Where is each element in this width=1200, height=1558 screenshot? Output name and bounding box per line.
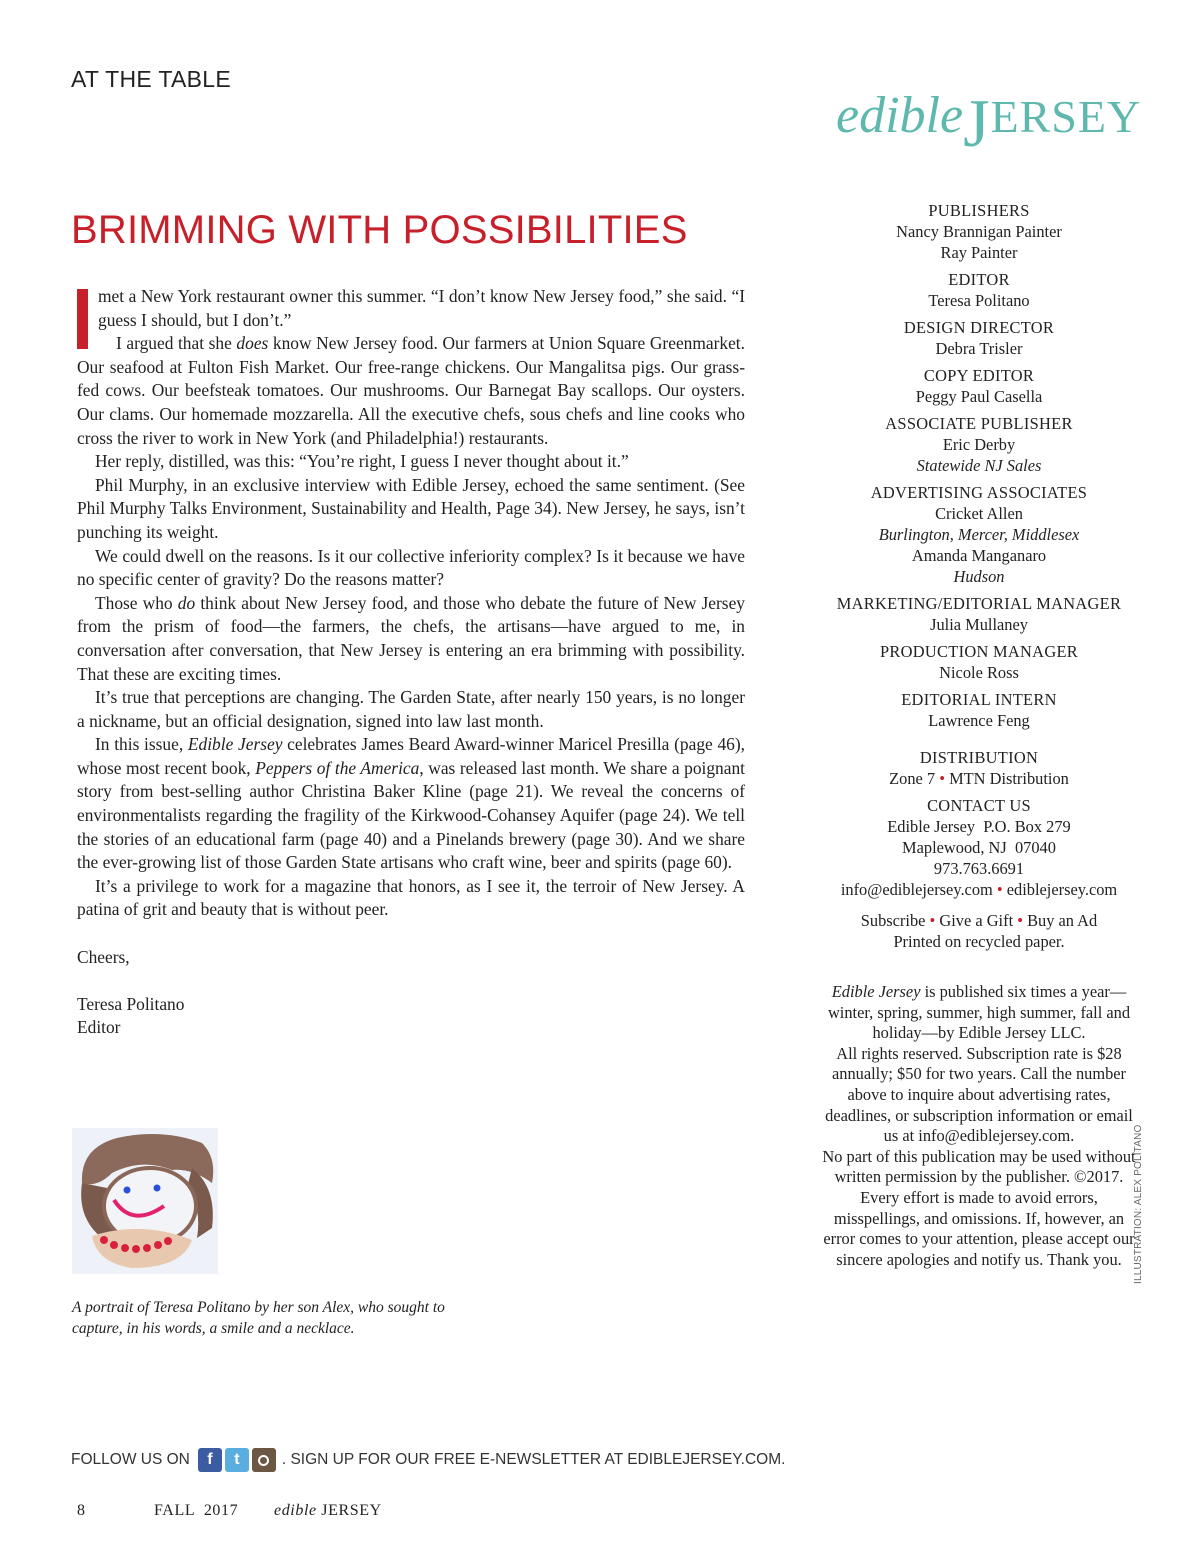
staff-name: Peggy Paul Casella xyxy=(915,387,1043,406)
buy-ad-link[interactable]: Buy an Ad xyxy=(1027,911,1098,930)
portrait-illustration xyxy=(72,1128,218,1274)
footer-brand: edible xyxy=(274,1502,317,1519)
staff-role: COPY EDITOR xyxy=(923,366,1035,385)
staff-name: Julia Mullaney xyxy=(930,615,1028,634)
staff-note: Hudson xyxy=(953,567,1005,586)
staff-role: PUBLISHERS xyxy=(928,201,1030,220)
signature-name: Teresa Politano xyxy=(77,993,185,1014)
staff-role: ADVERTISING ASSOCIATES xyxy=(870,483,1088,502)
staff-role: ASSOCIATE PUBLISHER xyxy=(885,414,1073,433)
staff-name: Amanda Manganaro xyxy=(911,546,1047,565)
email-link[interactable]: info@ediblejersey.com xyxy=(840,880,993,899)
paragraph: I argued that she does know New Jersey food. Our farmers at Union Square Greenmarket. Our seafood at Fulton Fish Market. Our free-range chickens. Our Mangalitsa pigs. Our grass-fed cows. Our beefsteak tomatoes. Our mushrooms. Our Barnegat Bay scallops. Our oysters. Our clams. Our homemade mozzarella. All the executive chefs, sous chefs and line cooks who cross the river to work in New York (and Philadelphia!) restaurants. xyxy=(77,333,745,448)
paragraph: It’s a privilege to work for a magazine that honors, as I see it, the terroir of New Jersey. A patina of grit and beauty that is without peer. xyxy=(77,875,745,920)
subscribe-link[interactable]: Subscribe xyxy=(860,911,926,930)
masthead-logo: edibleJERSEY xyxy=(836,85,1142,161)
staff-name: Ray Painter xyxy=(940,243,1018,262)
page-footer: 8 FALL 2017 edible JERSEY xyxy=(77,1502,382,1519)
staff-role: DESIGN DIRECTOR xyxy=(903,318,1055,337)
image-caption: A portrait of Teresa Politano by her son Alex, who sought to capture, in his words, a smile and a necklace. xyxy=(72,1299,445,1337)
page-number: 8 xyxy=(77,1502,86,1519)
paragraph: met a New York restaurant owner this summer. “I don’t know New Jersey food,” she said. “I guess I should, but I don’t.” xyxy=(77,285,745,332)
staff-role: DISTRIBUTION xyxy=(919,748,1039,767)
staff-name: Lawrence Feng xyxy=(928,711,1030,730)
twitter-icon[interactable]: t xyxy=(225,1448,249,1472)
illustration-credit: ILLUSTRATION: ALEX POLITANO xyxy=(1133,1124,1144,1284)
newsletter-signup: . SIGN UP FOR OUR FREE E-NEWSLETTER AT EDIBLEJERSEY.COM. xyxy=(281,1451,786,1468)
publication-notice: Edible Jersey is published six times a year—winter, spring, summer, high summer, fall and holiday—by Edible Jersey LLC. All rights reserved. Subscription rate is $28 annually; $50 for two years. Call the number above to inquire about advertising rates, deadlines, or subscription information or email us at info@ediblejersey.com. No part of this publication may be used without written permission by the publisher. ©2017. Every effort is made to avoid errors, misspellings, and omissions. If, however, an error comes to your attention, please accept our sincere apologies and notify us. Thank you. xyxy=(822,982,1136,1269)
staff-note: Burlington, Mercer, Middlesex xyxy=(878,525,1080,544)
action-links: Subscribe • Give a Gift • Buy an Ad xyxy=(860,911,1098,930)
staff-name: Eric Derby xyxy=(942,435,1016,454)
staff-name: Nicole Ross xyxy=(939,663,1019,682)
paragraph: In this issue, Edible Jersey celebrates James Beard Award-winner Maricel Presilla (page 46), whose most recent book, Peppers of the America, was released last month. We share a poignant story from best-selling author Christina Baker Kline (page 21). We reveal the concerns of environmentalists regarding the fragility of the Kirkwood-Cohansey Aquifer (page 24). We tell the stories of an educational farm (page 40) and a Pinelands brewery (page 30). And we share the ever-growing list of those Garden State artisans who craft wine, beer and spirits (page 60). xyxy=(77,734,745,873)
signature-title: Editor xyxy=(77,1017,121,1038)
facebook-icon[interactable]: f xyxy=(198,1448,222,1472)
staff-role: CONTACT US xyxy=(927,796,1031,815)
paragraph: Those who do think about New Jersey food, and those who debate the future of New Jersey from the prism of food—the farmers, the chefs, the artisans—have argued to me, in conversation after conversation, that New Jersey is entering an era brimming with possibility. That these are exciting times. xyxy=(77,592,745,684)
issue-date: FALL 2017 xyxy=(154,1502,239,1519)
contact-phone: 973.763.6691 xyxy=(933,859,1025,878)
recycled-note: Printed on recycled paper. xyxy=(893,932,1065,951)
staff-name: Teresa Politano xyxy=(928,291,1030,310)
paragraph: Phil Murphy, in an exclusive interview with Edible Jersey, echoed the same sentiment. (See Phil Murphy Talks Environment, Sustainability and Health, Page 34). New Jersey, he says, isn’t punching its weight. xyxy=(77,474,745,542)
article-body xyxy=(77,285,745,1040)
instagram-icon[interactable] xyxy=(252,1448,276,1472)
contact-links: info@ediblejersey.com • ediblejersey.com xyxy=(840,880,1118,899)
staff-name: Cricket Allen xyxy=(935,504,1023,523)
contact-address: Maplewood, NJ 07040 xyxy=(902,838,1056,857)
staff-name: Debra Trisler xyxy=(935,339,1023,358)
follow-bar xyxy=(71,1448,785,1472)
contact-address: Edible Jersey P.O. Box 279 xyxy=(887,817,1071,836)
distribution-line: Zone 7 • MTN Distribution xyxy=(889,769,1069,788)
follow-label: FOLLOW US ON xyxy=(71,1451,190,1468)
page-title: BRIMMING WITH POSSIBILITIES xyxy=(71,208,688,252)
gift-link[interactable]: Give a Gift xyxy=(939,911,1014,930)
section-label: AT THE TABLE xyxy=(71,66,231,92)
staff-role: MARKETING/EDITORIAL MANAGER xyxy=(836,594,1122,613)
paragraph: It’s true that perceptions are changing. The Garden State, after nearly 150 years, is no longer a nickname, but an official designation, signed into law last month. xyxy=(77,687,745,731)
paragraph: We could dwell on the reasons. Is it our collective inferiority complex? Is it because we have no specific center of gravity? Do the reasons matter? xyxy=(77,545,745,590)
staff-role: EDITOR xyxy=(948,270,1010,289)
closing: Cheers, xyxy=(77,946,130,967)
staff-box xyxy=(818,200,1140,1270)
staff-role: EDITORIAL INTERN xyxy=(901,690,1057,709)
website-link[interactable]: ediblejersey.com xyxy=(1006,880,1118,899)
staff-note: Statewide NJ Sales xyxy=(916,456,1042,475)
drop-cap-bar xyxy=(77,289,88,349)
staff-role: PRODUCTION MANAGER xyxy=(880,642,1078,661)
staff-name: Nancy Brannigan Painter xyxy=(896,222,1062,241)
paragraph: Her reply, distilled, was this: “You’re right, I guess I never thought about it.” xyxy=(95,451,629,472)
